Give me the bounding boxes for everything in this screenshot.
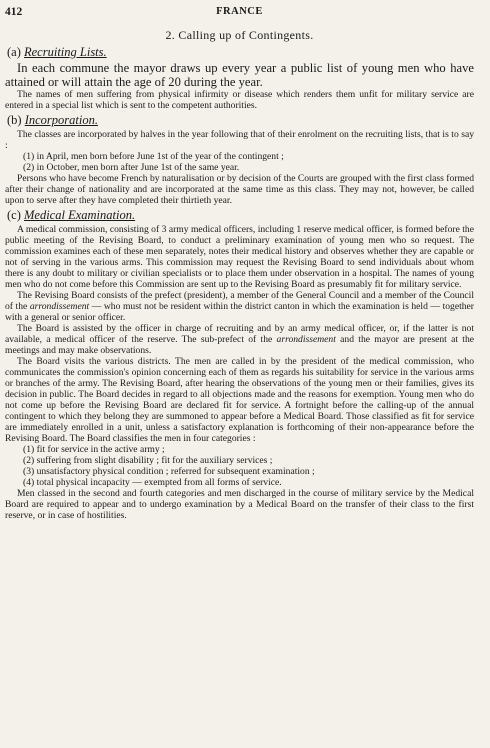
text-run: — who must not be resident within the district canton in which the examination is held — together with a general or senior officer. [5, 301, 475, 323]
subheading-label: (c) [7, 208, 21, 222]
paragraph [5, 290, 474, 323]
subheading-text: Medical Examination. [24, 208, 136, 222]
page-number: 412 [5, 6, 23, 18]
paragraph: The classes are incorporated by halves in the year following that of their enrolment on the recruiting lists, that is to say : [5, 129, 474, 151]
subheading-incorporation [7, 113, 474, 128]
paragraph: Men classed in the second and fourth categories and men discharged in the course of military service by the Medical Board are required to appear and to undergo examination by a Medical Board on the transfer of their class to the first reserve, or in case of hostilities. [5, 488, 474, 521]
paragraph: In each commune the mayor draws up every year a public list of young men who have attained or will attain the age of 20 during the year. [5, 61, 474, 89]
subheading-label: (a) [7, 45, 21, 59]
text-run-italic: arrondissement [276, 334, 336, 345]
text-run: The Board is assisted by the officer in charge of recruiting and by an army medical officer, or, if the latter is not available, a medical officer of the reserve. The sub-prefect of the [5, 323, 474, 345]
text-run: and the mayor are present at the meetings and may make observations. [5, 334, 474, 356]
list-item: (4) total physical incapacity — exempted from all forms of service. [23, 477, 282, 488]
list-item: (1) in April, men born before June 1st of the year of the contingent ; [23, 151, 284, 162]
text-run: The Revising Board consists of the prefect (president), a member of the General Council and a member of the Council of the [5, 290, 474, 312]
paragraph: The Board visits the various districts. The men are called in by the president of the medical commission, who communicates the commission's opinion concerning each of them as regards his suitability for service in the various arms or branches of the army. The Revising Board, after hearing the observations of the young men or their families, gives its decision in public. The Board decides in regard to all objections made and the reasons for exemption. Young men who do not come up before the Revising Board are declared fit for service. A fortnight before the calling-up of the annual contingent to which they belong they are summoned to appear before a Medical Board. Those classified as fit for service are immediately enrolled in a unit, unless a satisfactory explanation is forthcoming of their non-appearance before the Revising Board. The Board classifies the men in four categories : [5, 356, 474, 444]
categories-list [23, 444, 474, 488]
paragraph: Persons who have become French by naturalisation or by decision of the Courts are grouped with the first class formed after their change of nationality and are incorporated at the same time as this class. They may not, however, be called upon to serve after they have completed their thirtieth year. [5, 173, 474, 206]
list-item: (2) suffering from slight disability ; fit for the auxiliary services ; [23, 455, 273, 466]
running-header [5, 4, 474, 22]
list-item: (3) unsatisfactory physical condition ; referred for subsequent examination ; [23, 466, 315, 477]
text-run-italic: arrondissement [29, 301, 90, 312]
subheading-label: (b) [7, 113, 22, 127]
paragraph [5, 323, 474, 356]
list-item: (1) fit for service in the active army ; [23, 444, 165, 455]
subheading-medical-examination [7, 208, 474, 223]
subheading-text: Recruiting Lists. [24, 45, 107, 59]
list-item: (2) in October, men born after June 1st of the same year. [23, 162, 240, 173]
running-title: FRANCE [216, 6, 263, 17]
subheading-text: Incorporation. [24, 113, 98, 127]
paragraph: A medical commission, consisting of 3 army medical officers, including 1 reserve medical officer, is formed before the public meeting of the Revising Board, to conduct a preliminary examination of young men who so request. The commission examines each of these men separately, notes their medical history and observes whether they are capable or not of serving in the various arms. This commission may request the Revising Board to send individuals about whom there is any doubt to military or civilian specialists or to place them under observation in a hospital. The names of young men who do not come before this Commission are sent up to the Revising Board as presumably fit for military service. [5, 224, 474, 290]
incorporation-list [23, 151, 474, 173]
section-title: 2. Calling up of Contingents. [165, 28, 314, 42]
paragraph: The names of men suffering from physical infirmity or disease which renders them unfit for military service are entered in a special list which is sent to the competent authorities. [5, 89, 474, 111]
subheading-recruiting-lists [7, 45, 474, 60]
